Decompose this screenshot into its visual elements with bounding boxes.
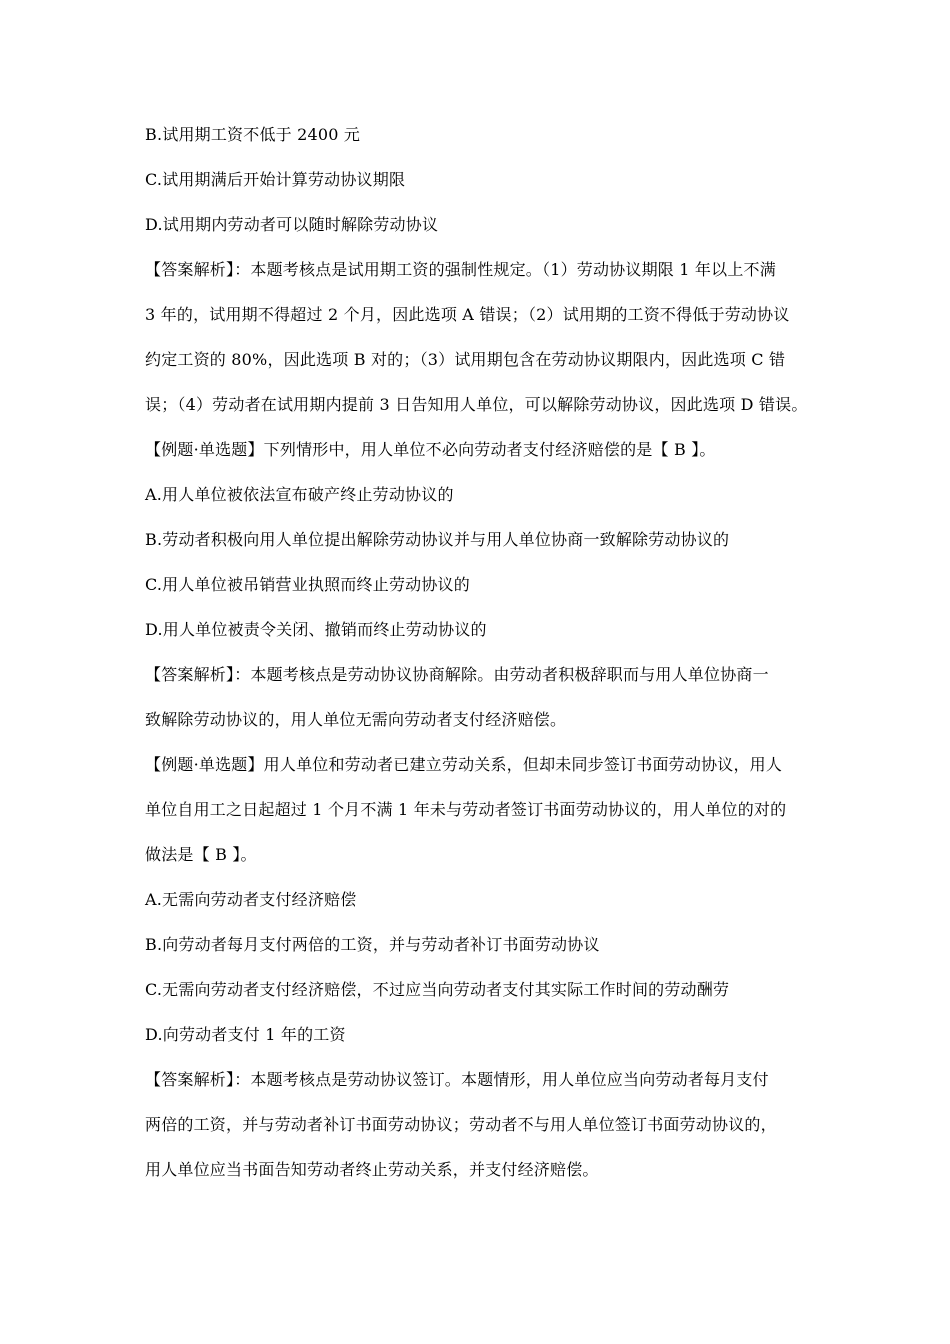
option-d-line: D.向劳动者支付 1 年的工资 (145, 1025, 346, 1044)
answer-analysis-line: 用人单位应当书面告知劳动者终止劳动关系，并支付经济赔偿。 (145, 1160, 599, 1179)
question-line: 做法是【 B 】。 (145, 845, 257, 864)
question-line: 【例题·单选题】下列情形中，用人单位不必向劳动者支付经济赔偿的是【 B 】。 (145, 440, 716, 459)
option-c-line: C.无需向劳动者支付经济赔偿，不过应当向劳动者支付其实际工作时间的劳动酬劳 (145, 980, 730, 999)
answer-analysis-line: 【答案解析】：本题考核点是劳动协议协商解除。由劳动者积极辞职而与用人单位协商一 (145, 665, 769, 684)
option-d-line: D.试用期内劳动者可以随时解除劳动协议 (145, 215, 439, 234)
answer-analysis-line: 【答案解析】：本题考核点是试用期工资的强制性规定。（1）劳动协议期限 1 年以上不满 (145, 260, 776, 279)
answer-analysis-line: 约定工资的 80%，因此选项 B 对的；（3）试用期包含在劳动协议期限内，因此选项 C 错 (145, 350, 786, 369)
option-c-line: C.用人单位被吊销营业执照而终止劳动协议的 (145, 575, 470, 594)
option-b-line: B.向劳动者每月支付两倍的工资，并与劳动者补订书面劳动协议 (145, 935, 600, 954)
option-a-line: A.用人单位被依法宣布破产终止劳动协议的 (145, 485, 454, 504)
answer-analysis-line: 【答案解析】：本题考核点是劳动协议签订。本题情形，用人单位应当向劳动者每月支付 (145, 1070, 769, 1089)
option-b-line: B.试用期工资不低于 2400 元 (145, 125, 361, 144)
option-a-line: A.无需向劳动者支付经济赔偿 (145, 890, 357, 909)
answer-analysis-line: 误；（4）劳动者在试用期内提前 3 日告知用人单位，可以解除劳动协议，因此选项 D 错误。 (145, 395, 808, 414)
answer-analysis-line: 3 年的，试用期不得超过 2 个月，因此选项 A 错误；（2）试用期的工资不得低于劳动协议 (145, 305, 790, 324)
option-d-line: D.用人单位被责令关闭、撤销而终止劳动协议的 (145, 620, 487, 639)
answer-analysis-line: 致解除劳动协议的，用人单位无需向劳动者支付经济赔偿。 (145, 710, 567, 729)
option-c-line: C.试用期满后开始计算劳动协议期限 (145, 170, 406, 189)
answer-analysis-line: 两倍的工资，并与劳动者补订书面劳动协议；劳动者不与用人单位签订书面劳动协议的， (145, 1115, 777, 1134)
question-line: 单位自用工之日起超过 1 个月不满 1 年未与劳动者签订书面劳动协议的，用人单位的对的 (145, 800, 787, 819)
option-b-line: B.劳动者积极向用人单位提出解除劳动协议并与用人单位协商一致解除劳动协议的 (145, 530, 730, 549)
question-line: 【例题·单选题】用人单位和劳动者已建立劳动关系，但却未同步签订书面劳动协议，用人 (145, 755, 783, 774)
